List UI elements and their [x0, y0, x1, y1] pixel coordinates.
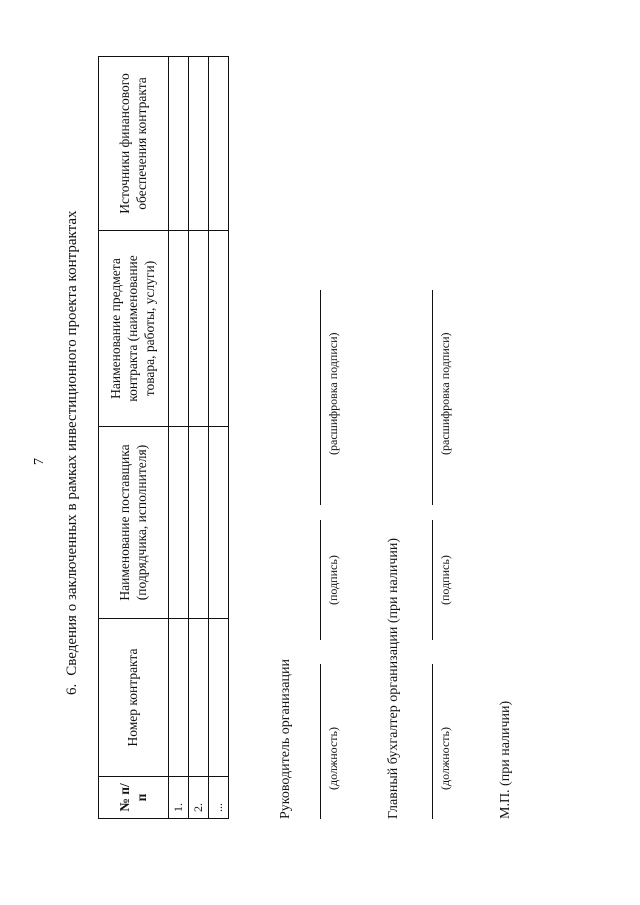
position-caption: (должность) [326, 727, 340, 790]
section-heading [64, 211, 81, 695]
table-row [169, 57, 189, 819]
table-cell [169, 231, 189, 427]
decoding-caption: (расшифровка подписи) [438, 332, 452, 455]
table-cell [169, 619, 189, 777]
header-contract-subject: Наименование предмета контракта (наименование товара, работы, услуги) [99, 231, 169, 427]
page-number: 7 [32, 458, 47, 465]
table-cell [189, 231, 209, 427]
table-cell: 1. [169, 777, 189, 819]
chief-accountant-title: Главный бухгалтер организации (при наличии) [386, 537, 401, 819]
table-row [189, 57, 209, 819]
table-cell [209, 619, 229, 777]
head-of-organization-title: Руководитель организации [278, 659, 293, 819]
header-financing-sources: Источники финансового обеспечения контракта [99, 57, 169, 231]
table-cell [209, 427, 229, 619]
position-line [320, 664, 321, 819]
table-row [209, 57, 229, 819]
decoding-line [320, 290, 321, 505]
table-cell [169, 57, 189, 231]
table-cell [209, 231, 229, 427]
table-cell [189, 427, 209, 619]
position-caption: (должность) [438, 727, 452, 790]
stamp-note: М.П. (при наличии) [498, 700, 513, 819]
table-cell [169, 427, 189, 619]
position-line [432, 664, 433, 819]
signature-line [320, 520, 321, 640]
decoding-line [432, 290, 433, 505]
table-cell [189, 619, 209, 777]
header-contract-number: Номер контракта [99, 619, 169, 777]
signature-caption: (подпись) [326, 555, 340, 605]
table-cell [189, 57, 209, 231]
header-row-number: № п/п [99, 777, 169, 819]
section-number: 6. [64, 683, 80, 695]
section-title: Сведения о заключенных в рамках инвестиционного проекта контрактах [64, 210, 80, 676]
contracts-table [98, 56, 229, 819]
decoding-caption: (расшифровка подписи) [326, 332, 340, 455]
signature-line [432, 520, 433, 640]
table-cell: 2. [189, 777, 209, 819]
header-supplier-name: Наименование поставщика (подрядчика, исполнителя) [99, 427, 169, 619]
table-header-row [99, 57, 169, 819]
table-cell [209, 57, 229, 231]
table-cell: ... [209, 777, 229, 819]
signature-caption: (подпись) [438, 555, 452, 605]
